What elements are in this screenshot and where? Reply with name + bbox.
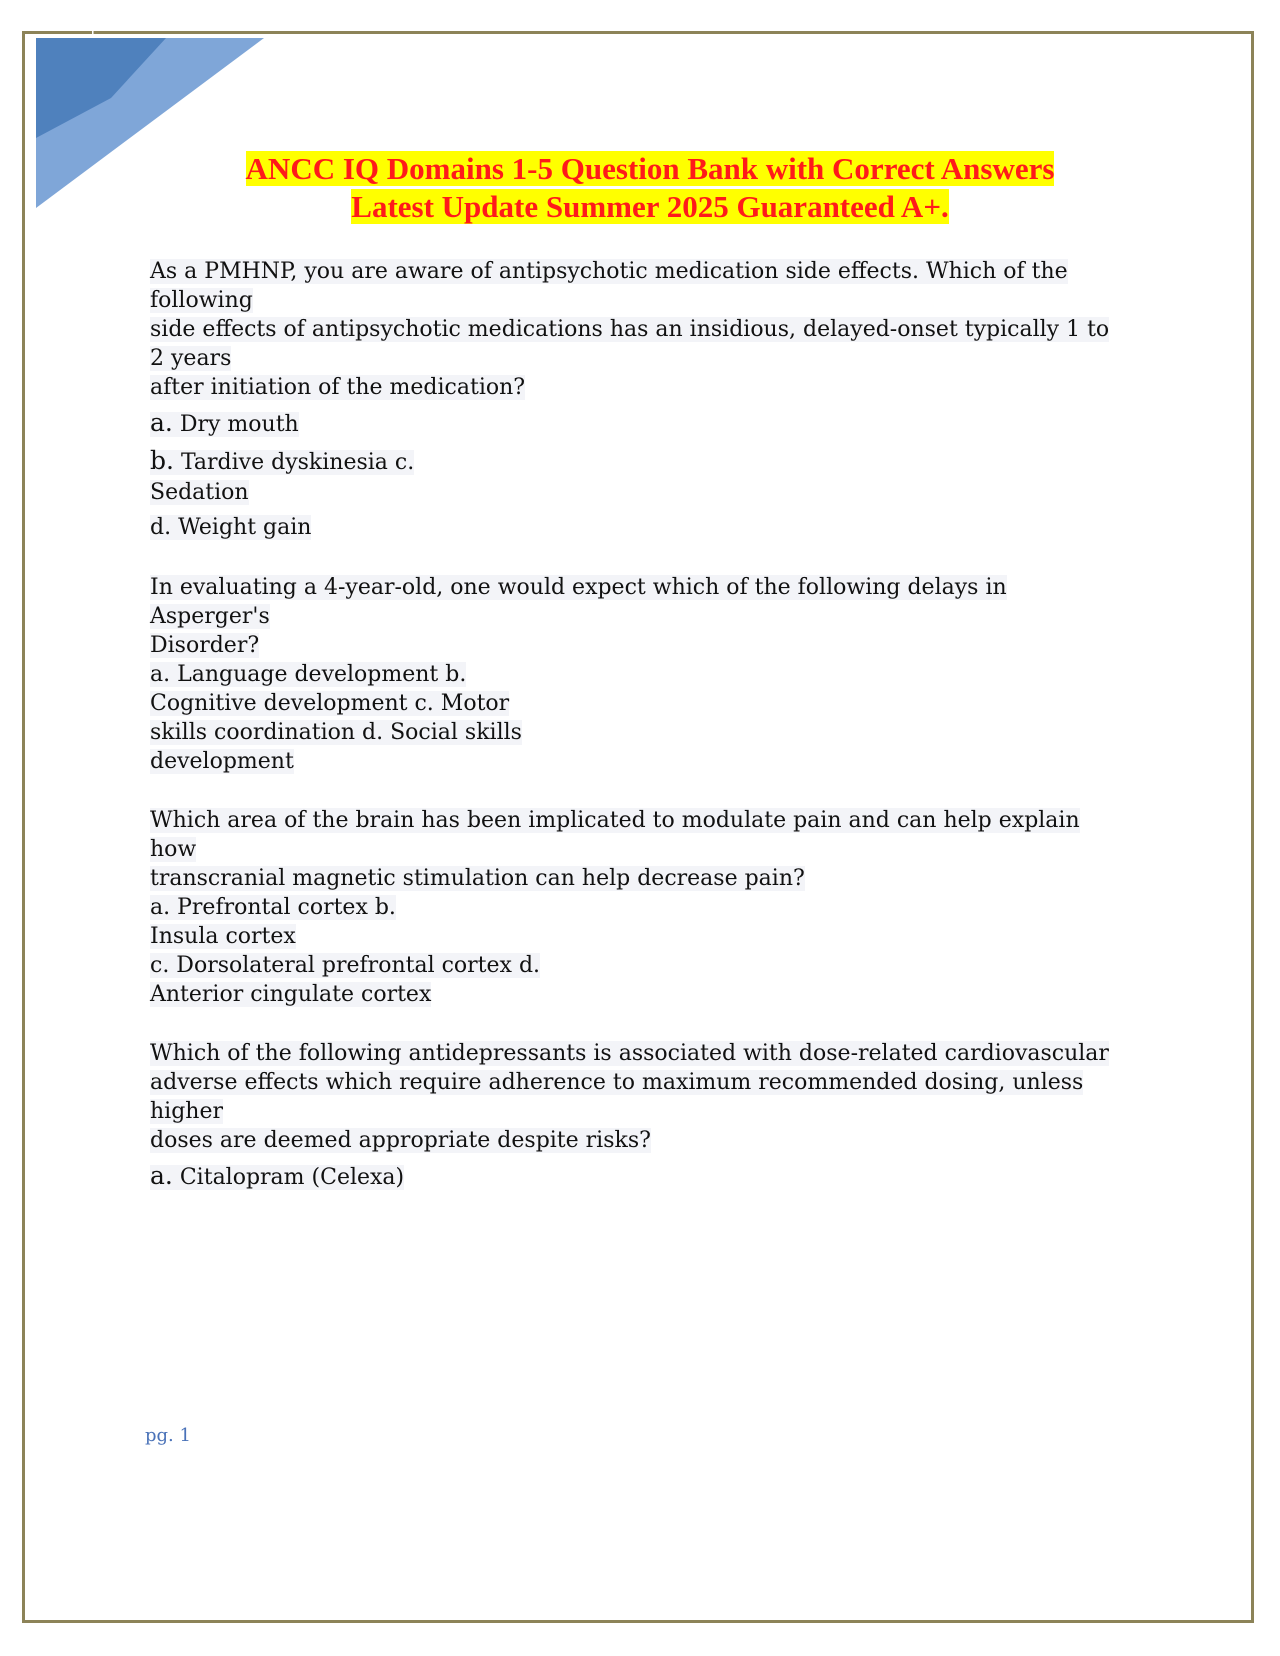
question-line: Disorder?	[150, 633, 260, 658]
question-block	[150, 1039, 1110, 1193]
option-text: Anterior cingulate cortex	[150, 982, 432, 1007]
document-title	[150, 150, 1150, 226]
answer-option	[150, 922, 1110, 951]
question-text	[150, 1039, 1110, 1155]
question-list	[150, 257, 1110, 1193]
option-text: Cognitive development c. Motor	[150, 691, 510, 716]
question-text	[150, 257, 1110, 402]
option-text: development	[150, 749, 294, 774]
question-block	[150, 257, 1110, 543]
question-line: Which of the following antidepressants is associated with dose-related cardiovascular	[150, 1041, 1109, 1066]
title-line-2: Latest Update Summer 2025 Guaranteed A+.	[351, 189, 949, 224]
question-line: doses are deemed appropriate despite risks?	[150, 1128, 651, 1153]
option-text: Sedation	[150, 480, 249, 505]
option-text: a. Prefrontal cortex b.	[150, 895, 396, 920]
header-page-number: 1	[88, 22, 98, 40]
answer-option	[150, 446, 1110, 478]
answer-option	[150, 1161, 1110, 1193]
question-text	[150, 573, 1110, 660]
answer-option	[150, 689, 1110, 718]
answer-option	[150, 747, 1110, 776]
question-line: after initiation of the medication?	[150, 375, 526, 400]
question-line: adverse effects which require adherence to maximum recommended dosing, unless higher	[150, 1070, 1084, 1124]
question-block	[150, 806, 1110, 1009]
title-line-1: ANCC IQ Domains 1-5 Question Bank with Correct Answers	[245, 151, 1055, 186]
question-line: side effects of antipsychotic medications has an insidious, delayed-onset typically 1 to 2 years	[150, 317, 1110, 371]
option-text: Citalopram (Celexa)	[172, 1165, 405, 1190]
option-text: a. Language development b.	[150, 662, 467, 687]
question-text	[150, 806, 1110, 893]
option-text: skills coordination d. Social skills	[150, 720, 522, 745]
page-footer-label: pg. 1	[145, 1425, 191, 1446]
question-line: In evaluating a 4-year-old, one would expect which of the following delays in Asperger's	[150, 575, 1007, 629]
option-text: d. Weight gain	[150, 515, 312, 540]
option-letter: b.	[150, 446, 174, 475]
answer-option	[150, 513, 1110, 543]
answer-option	[150, 893, 1110, 922]
question-line: Which area of the brain has been implicated to modulate pain and can help explain how	[150, 808, 1080, 862]
answer-option	[150, 478, 1110, 507]
option-letter: a.	[150, 1161, 173, 1190]
question-line: As a PMHNP, you are aware of antipsychotic medication side effects. Which of the following	[150, 259, 1068, 313]
answer-option	[150, 951, 1110, 980]
answer-option	[150, 408, 1110, 440]
option-text: Insula cortex	[150, 924, 296, 949]
question-block	[150, 573, 1110, 776]
option-text: Tardive dyskinesia c.	[173, 450, 415, 475]
answer-option	[150, 660, 1110, 689]
option-text: c. Dorsolateral prefrontal cortex d.	[150, 953, 541, 978]
answer-option	[150, 980, 1110, 1009]
option-text: Dry mouth	[172, 412, 299, 437]
question-line: transcranial magnetic stimulation can help decrease pain?	[150, 866, 805, 891]
answer-option	[150, 718, 1110, 747]
option-letter: a.	[150, 408, 173, 437]
